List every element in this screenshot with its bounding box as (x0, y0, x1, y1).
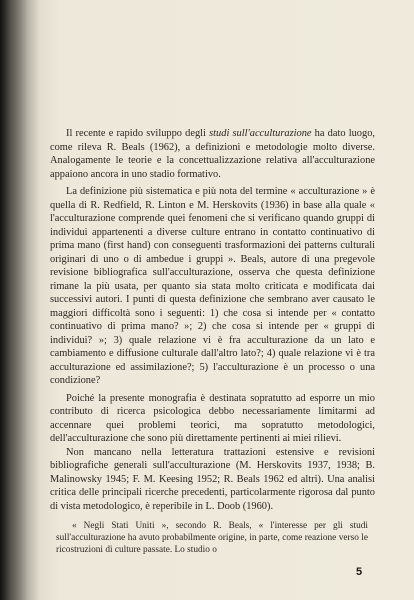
spine-shadow (0, 0, 40, 600)
page-number: 5 (356, 566, 363, 578)
paragraph-2: La definizione più sistematica e più nota del termine « acculturazione » è quella di R. Redfield, R. Linton e M. Herskovits (1936) in base alla quale « l'acculturazione comprende quei fenomeni che si verificano quando gruppi di individui appartenenti a diverse culture entrano in contatto continuativo di prima mano (first hand) con conseguenti trasformazioni dei patterns culturali originari di uno o di ambedue i gruppi ». Beals, autore di una pregevole revisione bibliografica sull'acculturazione, osserva che questa definizione rimane la più usata, per quanto sia stata molto criticata e modificata dai successivi autori. I punti di questa definizione che sembrano aver causato le maggiori difficoltà sono i seguenti: 1) che cosa si intende per « contatto continuativo di prima mano? »; 2) che cosa si intende per « gruppi di individui? »; 3) quale relazione vi è fra acculturazione da un lato e cambiamento e diffusione culturale dall'altro lato?; 4) quale relazione vi è tra acculturazione ed assimilazione?; 5) l'acculturazione è un processo o una condizione? (50, 186, 375, 386)
paragraph-1: Il recente e rapido sviluppo degli studi sull'acculturazione ha dato luogo, come rileva R. Beals (1962), a definizioni e metodologie molto diverse. Analogamente le teorie e la concettualizzazione relativa all'acculturazione appaiono ancora in uno stadio formativo. (50, 128, 375, 180)
footnote (56, 520, 368, 557)
footnote-text: « Negli Stati Uniti », secondo R. Beals, « l'interesse per gli studi sull'acculturazione ha avuto probabilmente origine, in parte, come reazione verso le ricostruzioni di culture passate. Lo studio o (56, 521, 368, 556)
paragraph-3: Poiché la presente monografia è destinata sopratutto ad esporre un mio contributo di ricerca psicologica debbo necessariamente limitarmi ad accennare quei problemi teorici, ma sopratutto metodologici, dell'acculturazione che sono più direttamente pertinenti ai miei rilievi. (50, 392, 375, 444)
paragraph-4: Non mancano nella letteratura trattazioni estensive e revisioni bibliografiche generali sull'acculturazione (M. Herskovits 1937, 1938; B. Malinowsky 1945; F. M. Keesing 1952; R. Beals 1962 ed altri). Una analisi critica delle principali ricerche precedenti, particolarmente rigorosa dal punto di vista metodologico, è reperibile in L. Doob (1960). (50, 446, 375, 512)
italic-term: studi sull'acculturazione (209, 128, 312, 139)
body-text (50, 127, 375, 513)
